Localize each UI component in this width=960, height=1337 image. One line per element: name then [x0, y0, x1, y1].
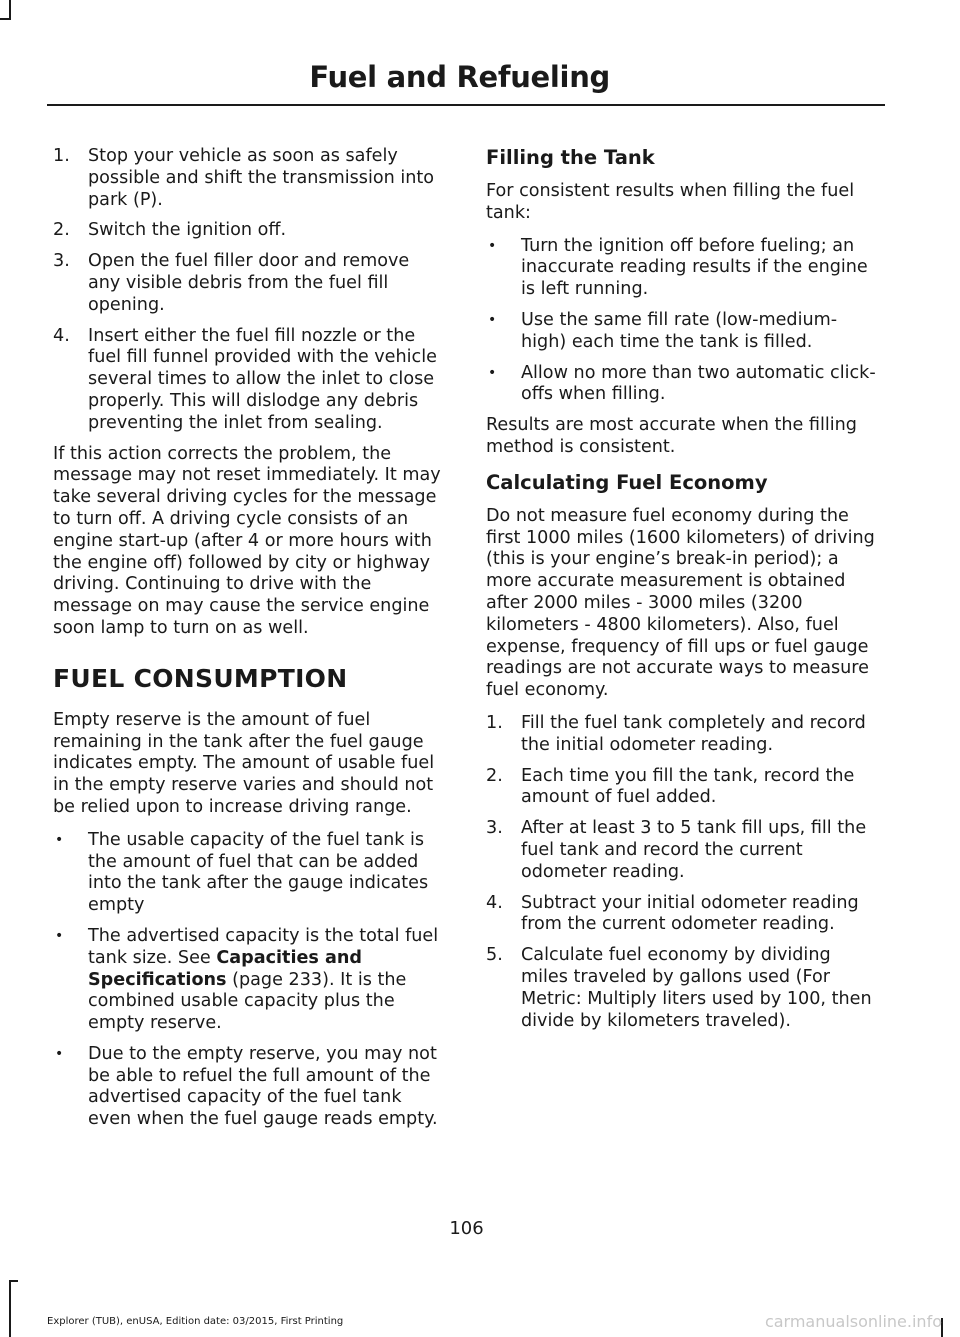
- edition-footer: Explorer (TUB), enUSA, Edition date: 03/2015, First Printing: [47, 1316, 344, 1327]
- watermark: carmanualsonline.info: [764, 1312, 942, 1331]
- step-number: 2.: [486, 765, 503, 786]
- page-number: 106: [449, 1218, 484, 1239]
- step-text: Stop your vehicle as soon as safely possible and shift the transmission into park (P).: [88, 146, 435, 210]
- list-item: [486, 818, 880, 883]
- list-item: [486, 766, 880, 810]
- body-paragraph: Results are most accurate when the filling method is consistent.: [486, 415, 857, 457]
- bullet-text: The usable capacity of the fuel tank is the amount of fuel that can be added into the tank after the gauge indicates empty: [88, 829, 429, 916]
- step-number: 4.: [486, 892, 503, 913]
- list-item: [486, 945, 880, 1032]
- crop-mark-top-left-vertical: [9, 0, 11, 20]
- step-text: Open the fuel filler door and remove any visible debris from the fuel fill opening.: [88, 251, 410, 315]
- body-paragraph: If this action corrects the problem, the message may not reset immediately. It may take several driving cycles for the message to turn off. A driving cycle consists of an engine start-up (after 4 or more hours with the engine off) followed by city or highway driving. Continuing to drive with the message on may cause the service engine soon lamp to turn on as well.: [53, 443, 441, 638]
- bullet-text: (page 233). It is the combined usable capacity plus the empty reserve.: [88, 969, 407, 1034]
- bullet-text: Use the same fill rate (low-medium-high) each time the tank is filled.: [521, 309, 838, 352]
- body-paragraph: Empty reserve is the amount of fuel remaining in the tank after the fuel gauge indicates empty. The amount of usable fuel in the empty reserve varies and should not be relied upon to increase driving range.: [53, 709, 435, 817]
- step-number: 3.: [486, 818, 503, 839]
- cross-reference-link[interactable]: Capacities and Specifications: [88, 947, 363, 990]
- crop-mark-top-left-horizontal: [0, 18, 11, 20]
- step-text: Switch the ignition off.: [88, 220, 287, 241]
- section-heading-filling-the-tank: Filling the Tank: [486, 146, 655, 169]
- crop-mark-bottom-left-vertical: [9, 1280, 11, 1337]
- step-number: 2.: [53, 220, 70, 241]
- list-item: [53, 146, 447, 211]
- body-paragraph: For consistent results when filling the fuel tank:: [486, 181, 855, 223]
- step-text: Fill the fuel tank completely and record the initial odometer reading.: [521, 712, 866, 755]
- list-item: [486, 893, 880, 937]
- step-number: 4.: [53, 325, 70, 346]
- fuel-consumption-bullets: [53, 830, 447, 1131]
- section-heading-calculating-fuel-economy: Calculating Fuel Economy: [486, 470, 768, 494]
- economy-steps-list: [486, 713, 880, 1032]
- step-number: 3.: [53, 251, 70, 272]
- procedure-steps-list: [53, 146, 447, 435]
- step-number: 5.: [486, 945, 503, 966]
- list-item: [53, 326, 447, 435]
- right-column: [486, 146, 880, 1041]
- step-text: After at least 3 to 5 tank fill ups, fill the fuel tank and record the current odometer reading.: [521, 818, 867, 882]
- step-text: Subtract your initial odometer reading from the current odometer reading.: [521, 892, 859, 935]
- step-text: Each time you fill the tank, record the amount of fuel added.: [521, 765, 855, 808]
- bullet-marker: •: [488, 364, 497, 381]
- bullet-marker: •: [488, 237, 497, 254]
- step-text: Insert either the fuel fill nozzle or the fuel fill funnel provided with the vehicle several times to allow the inlet to close properly. This will dislodge any debris preventing the inlet from sealing.: [88, 325, 437, 433]
- body-paragraph: Do not measure fuel economy during the first 1000 miles (1600 kilometers) of driving (this is your engine’s break-in period); a more accurate measurement is obtained after 2000 miles - 3000 miles (3200 kilometers - 4800 kilometers). Also, fuel expense, frequency of fill ups or fuel gauge readings are not accurate ways to measure fuel economy.: [486, 505, 875, 701]
- list-item: [53, 1044, 447, 1131]
- filling-bullets: [486, 236, 880, 407]
- bullet-marker: •: [488, 311, 497, 328]
- list-item: [53, 926, 447, 1035]
- list-item: [53, 830, 447, 917]
- list-item: [486, 310, 880, 354]
- bullet-marker: •: [55, 927, 64, 944]
- page-section-title: Fuel and Refueling: [309, 60, 610, 94]
- crop-mark-bottom-left-horizontal: [9, 1280, 18, 1282]
- section-heading-fuel-consumption: FUEL CONSUMPTION: [53, 663, 348, 693]
- step-number: 1.: [53, 146, 70, 166]
- list-item: [486, 713, 880, 757]
- list-item: [486, 236, 880, 301]
- bullet-text: The advertised capacity is the total fuel tank size. See: [88, 925, 439, 968]
- list-item: [486, 363, 880, 407]
- bullet-marker: •: [55, 831, 64, 848]
- header-rule: [47, 104, 885, 106]
- list-item: [53, 251, 447, 316]
- left-column: [53, 146, 447, 1140]
- step-number: 1.: [486, 712, 503, 733]
- step-text: Calculate fuel economy by dividing miles traveled by gallons used (For Metric: Multiply liters used by 100, then divide by kilometers traveled).: [521, 945, 872, 1031]
- bullet-text: Turn the ignition off before fueling; an inaccurate reading results if the engine is left running.: [521, 235, 868, 300]
- bullet-marker: •: [55, 1045, 64, 1062]
- bullet-text: Due to the empty reserve, you may not be able to refuel the full amount of the advertised capacity of the fuel tank even when the fuel gauge reads empty.: [88, 1043, 438, 1130]
- bullet-text: Allow no more than two automatic click-offs when filling.: [521, 362, 876, 405]
- list-item: [53, 220, 447, 242]
